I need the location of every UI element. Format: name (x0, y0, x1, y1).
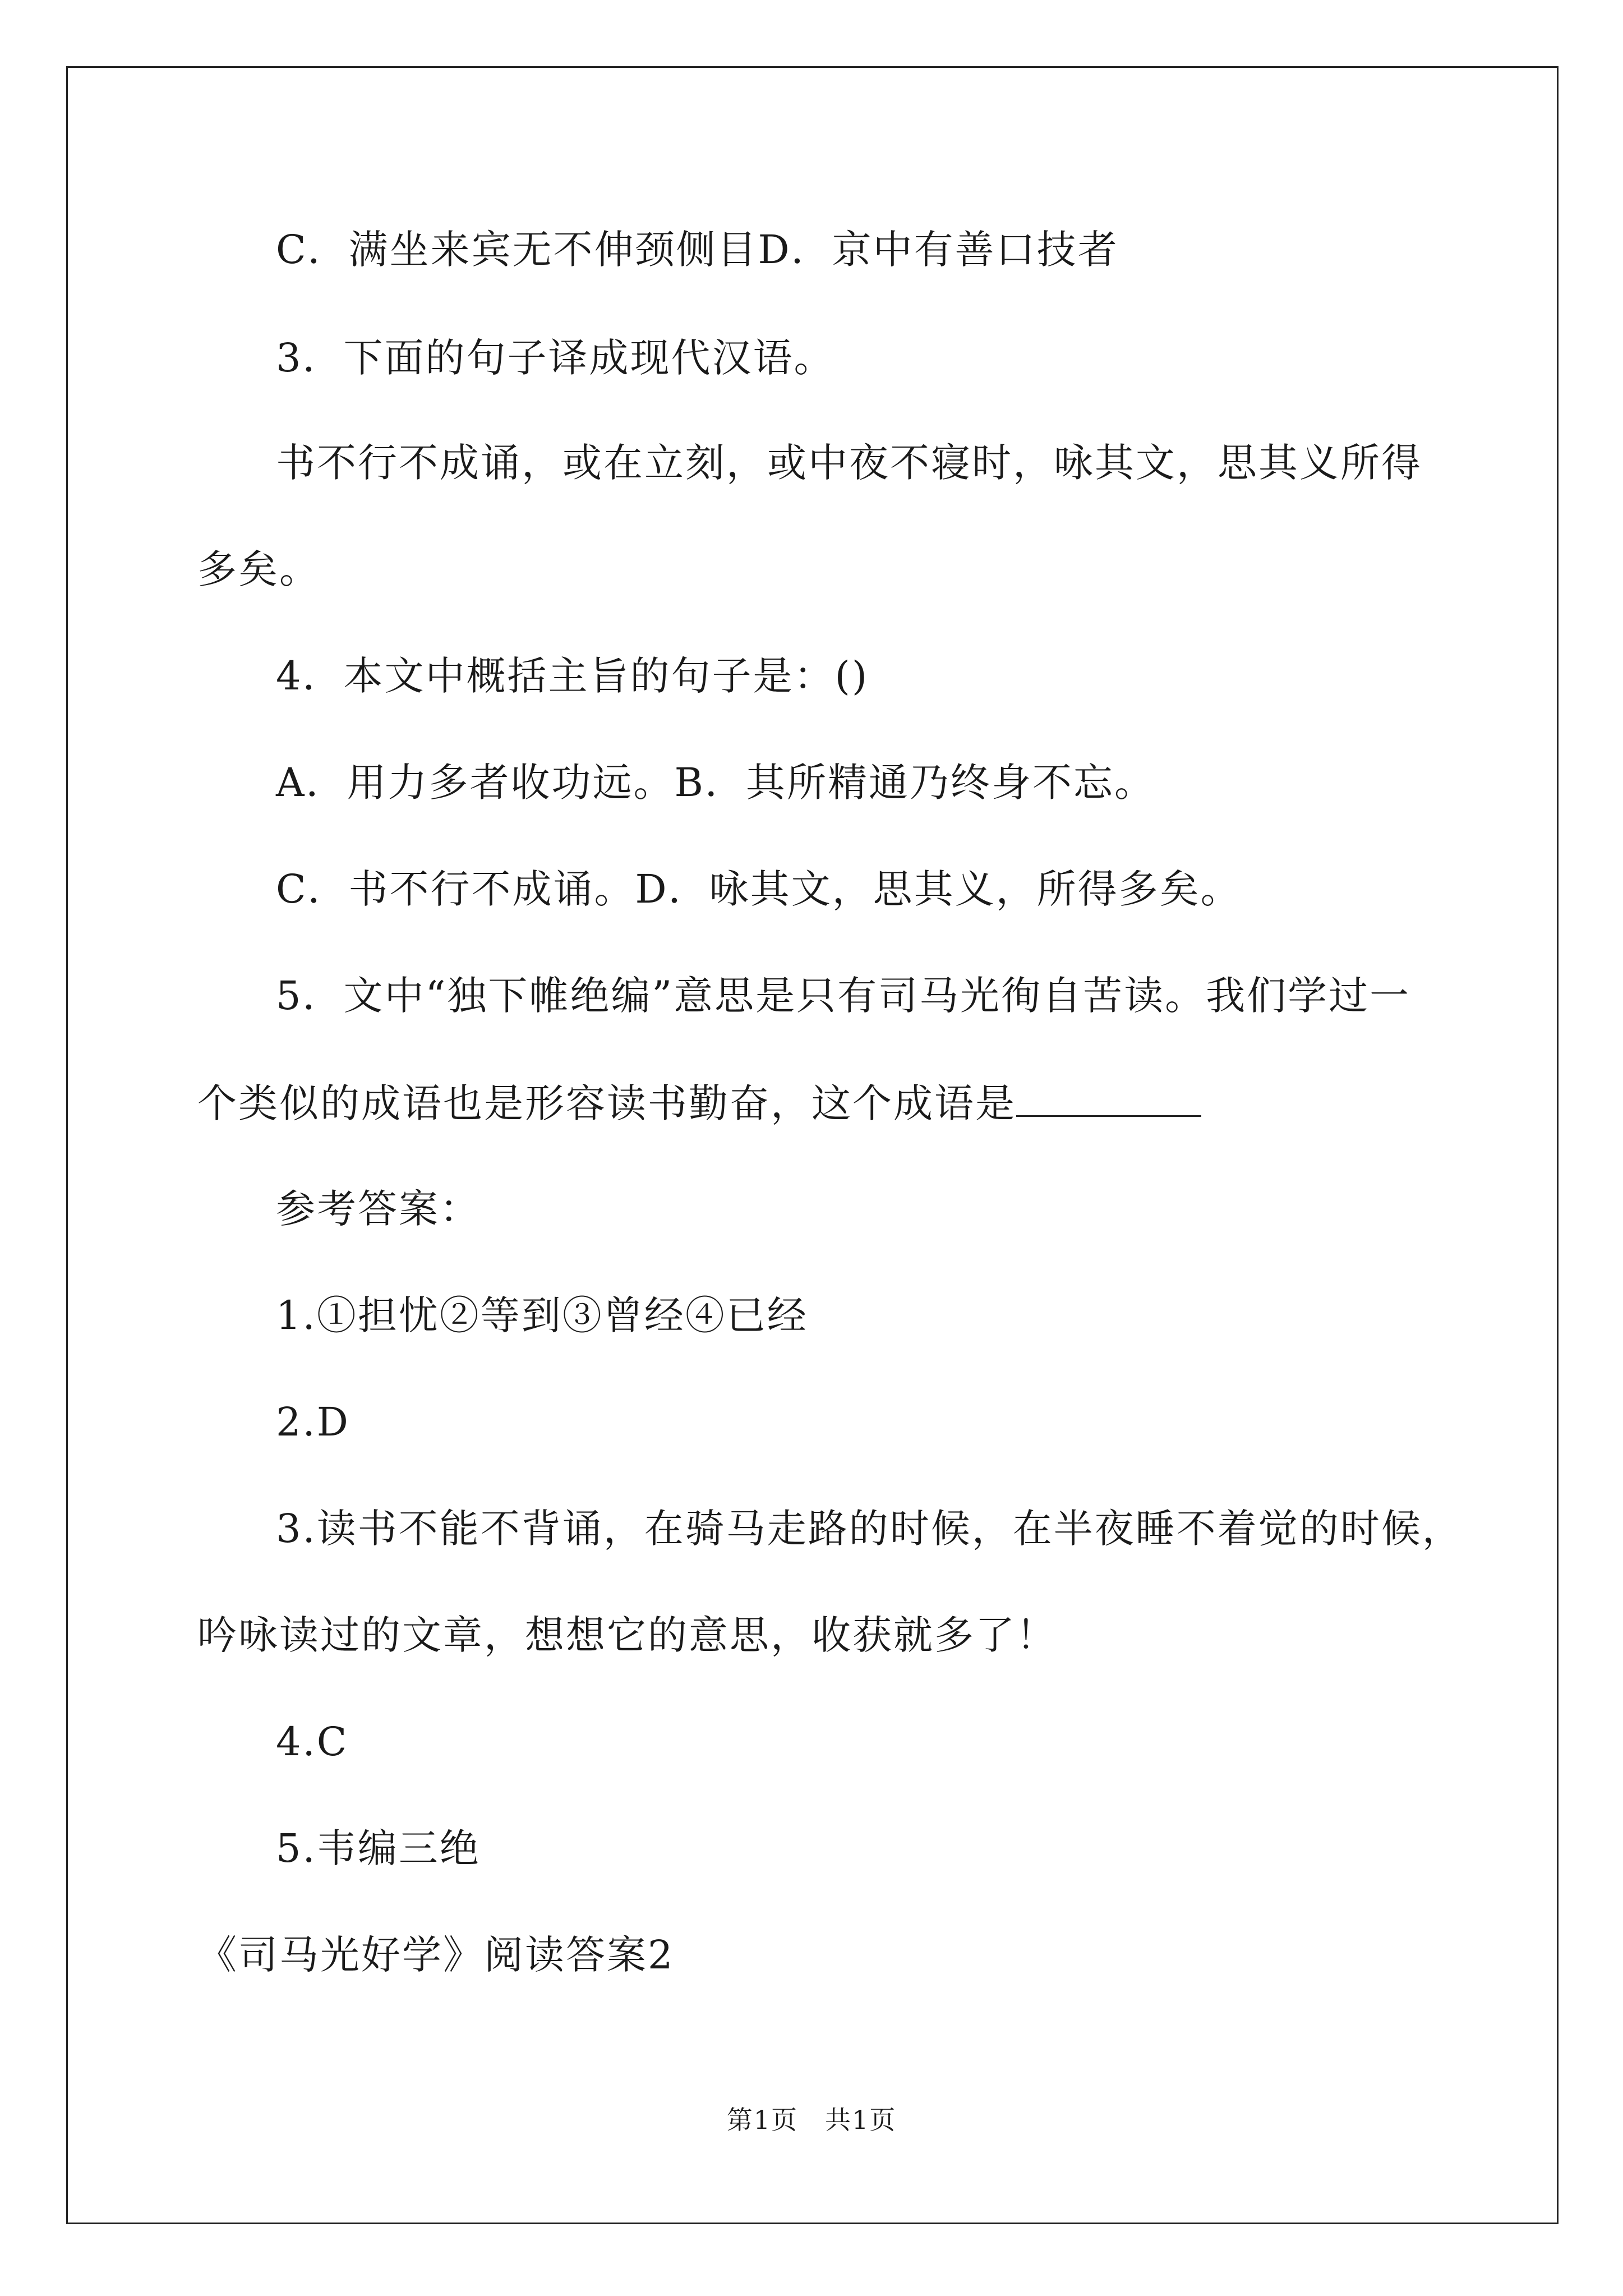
answer-3-line1: 3.读书不能不背诵，在骑马走路的时候，在半夜睡不着觉的时候， (276, 1506, 1463, 1552)
section-heading: 《司马光好学》阅读答案2 (197, 1932, 675, 1978)
answer-3-line2: 吟咏读过的文章，想想它的意思，收获就多了！ (197, 1612, 1057, 1658)
answers-title: 参考答案： (276, 1186, 481, 1232)
option-c-d-line: C．满坐来宾无不伸颈侧目D．京中有善口技者 (276, 227, 1119, 273)
question-3-sentence-line2: 多矣。 (197, 546, 320, 592)
page-border (66, 66, 1559, 2224)
question-5-line2 (197, 1080, 1201, 1126)
answer-5: 5.韦编三绝 (276, 1825, 481, 1871)
question-4: 4．本文中概括主旨的句子是：() (276, 653, 869, 699)
question-4-options-cd: C．书不行不成诵。D．咏其文，思其义，所得多矣。 (276, 866, 1242, 912)
question-4-options-ab: A．用力多者收功远。B．其所精通乃终身不忘。 (276, 760, 1155, 806)
question-3: 3．下面的句子译成现代汉语。 (276, 335, 835, 381)
answer-2: 2.D (276, 1399, 350, 1445)
answer-4: 4.C (276, 1719, 349, 1765)
answer-1: 1.①担忧②等到③曾经④已经 (276, 1292, 808, 1338)
question-5-line1: 5．文中“独下帷绝编”意思是只有司马光徇自苦读。我们学过一 (276, 973, 1411, 1019)
question-3-sentence-line1: 书不行不成诵，或在立刻，或中夜不寝时，咏其文，思其义所得 (276, 440, 1422, 486)
question-5-text: 个类似的成语也是形容读书勤奋，这个成语是 (197, 1080, 1016, 1126)
answer-blank (1016, 1083, 1201, 1117)
page-footer: 第1页 共1页 (726, 2105, 897, 2135)
